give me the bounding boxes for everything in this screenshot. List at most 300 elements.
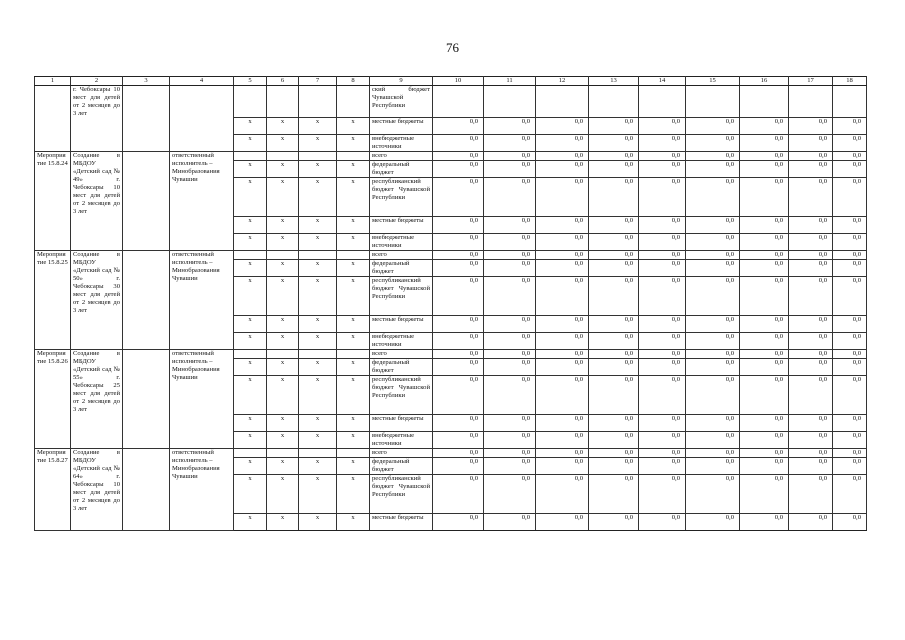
value-cell: 0,0 (686, 475, 740, 514)
value-cell: 0,0 (833, 359, 867, 376)
value-cell: 0,0 (686, 432, 740, 449)
value-cell: 0,0 (789, 475, 833, 514)
x-cell: x (234, 432, 267, 449)
x-cell: x (267, 118, 299, 135)
value-cell: 0,0 (740, 217, 789, 234)
value-cell: 0,0 (639, 449, 686, 458)
value-cell: 0,0 (536, 432, 589, 449)
budget-table (34, 76, 867, 531)
value-cell: 0,0 (639, 251, 686, 260)
value-cell: 0,0 (433, 376, 484, 415)
value-cell: 0,0 (433, 514, 484, 531)
value-cell: 0,0 (536, 152, 589, 161)
x-cell: x (234, 178, 267, 217)
value-cell: 0,0 (740, 135, 789, 152)
x-cell: x (337, 415, 370, 432)
value-cell: 0,0 (484, 449, 536, 458)
value-cell: 0,0 (433, 135, 484, 152)
column-header: 17 (789, 77, 833, 86)
x-cell: x (267, 178, 299, 217)
x-cell (337, 449, 370, 458)
value-cell: 0,0 (484, 118, 536, 135)
value-cell: 0,0 (639, 359, 686, 376)
value-cell: 0,0 (484, 316, 536, 333)
value-cell: 0,0 (740, 161, 789, 178)
value-cell: 0,0 (589, 277, 639, 316)
value-cell: 0,0 (639, 234, 686, 251)
x-cell: x (234, 260, 267, 277)
value-cell: 0,0 (589, 449, 639, 458)
funding-source-cell: республиканский бюджет Чувашской Республики (370, 277, 433, 316)
table-row (35, 350, 867, 359)
value-cell: 0,0 (789, 333, 833, 350)
value-cell: 0,0 (484, 514, 536, 531)
value-cell: 0,0 (686, 350, 740, 359)
value-cell: 0,0 (589, 161, 639, 178)
x-cell: x (299, 458, 337, 475)
value-cell: 0,0 (639, 316, 686, 333)
x-cell (337, 152, 370, 161)
value-cell: 0,0 (789, 415, 833, 432)
funding-source-cell: всего (370, 251, 433, 260)
x-cell (267, 449, 299, 458)
x-cell (299, 86, 337, 118)
value-cell: 0,0 (833, 350, 867, 359)
x-cell (299, 251, 337, 260)
x-cell: x (234, 514, 267, 531)
value-cell: 0,0 (639, 514, 686, 531)
value-cell: 0,0 (833, 260, 867, 277)
value-cell: 0,0 (589, 152, 639, 161)
x-cell (299, 449, 337, 458)
value-cell: 0,0 (589, 475, 639, 514)
x-cell: x (267, 333, 299, 350)
value-cell: 0,0 (433, 152, 484, 161)
value-cell: 0,0 (484, 178, 536, 217)
value-cell: 0,0 (536, 251, 589, 260)
value-cell: 0,0 (484, 251, 536, 260)
x-cell: x (267, 234, 299, 251)
x-cell (234, 449, 267, 458)
x-cell: x (299, 514, 337, 531)
value-cell: 0,0 (433, 458, 484, 475)
funding-source-cell: местные бюджеты (370, 217, 433, 234)
x-cell: x (234, 161, 267, 178)
value-cell: 0,0 (536, 376, 589, 415)
value-cell: 0,0 (789, 316, 833, 333)
column-header: 6 (267, 77, 299, 86)
value-cell: 0,0 (686, 260, 740, 277)
value-cell: 0,0 (589, 135, 639, 152)
value-cell: 0,0 (484, 458, 536, 475)
value-cell: 0,0 (789, 178, 833, 217)
value-cell: 0,0 (639, 432, 686, 449)
value-cell: 0,0 (639, 376, 686, 415)
value-cell: 0,0 (484, 415, 536, 432)
value-cell: 0,0 (639, 178, 686, 217)
x-cell: x (267, 217, 299, 234)
value-cell: 0,0 (639, 458, 686, 475)
value-cell: 0,0 (686, 376, 740, 415)
x-cell: x (267, 359, 299, 376)
value-cell: 0,0 (536, 217, 589, 234)
executor-cell: ответственный исполнитель – Минобразования Чувашии (170, 152, 234, 251)
value-cell: 0,0 (589, 333, 639, 350)
value-cell: 0,0 (433, 260, 484, 277)
value-cell: 0,0 (740, 449, 789, 458)
value-cell: 0,0 (536, 316, 589, 333)
column-header: 3 (123, 77, 170, 86)
measure-code-cell: Мероприятие 15.8.26 (35, 350, 71, 449)
x-cell (234, 350, 267, 359)
value-cell (589, 86, 639, 118)
value-cell: 0,0 (433, 234, 484, 251)
value-cell: 0,0 (639, 475, 686, 514)
funding-source-cell: всего (370, 152, 433, 161)
x-cell: x (234, 359, 267, 376)
x-cell: x (234, 135, 267, 152)
funding-source-cell: местные бюджеты (370, 118, 433, 135)
value-cell: 0,0 (433, 350, 484, 359)
x-cell: x (337, 458, 370, 475)
value-cell: 0,0 (686, 152, 740, 161)
table-row (35, 251, 867, 260)
measure-code-cell (35, 86, 71, 152)
value-cell: 0,0 (740, 376, 789, 415)
value-cell: 0,0 (589, 251, 639, 260)
funding-source-cell: республиканский бюджет Чувашской Республики (370, 376, 433, 415)
value-cell: 0,0 (740, 118, 789, 135)
value-cell (686, 86, 740, 118)
value-cell: 0,0 (484, 432, 536, 449)
empty-cell (123, 449, 170, 531)
column-header: 10 (433, 77, 484, 86)
x-cell: x (337, 475, 370, 514)
funding-source-cell: местные бюджеты (370, 514, 433, 531)
value-cell: 0,0 (789, 251, 833, 260)
x-cell (234, 152, 267, 161)
executor-cell (170, 86, 234, 152)
value-cell: 0,0 (484, 475, 536, 514)
column-header: 9 (370, 77, 433, 86)
column-header: 18 (833, 77, 867, 86)
x-cell: x (337, 118, 370, 135)
value-cell: 0,0 (589, 260, 639, 277)
value-cell: 0,0 (433, 359, 484, 376)
value-cell: 0,0 (433, 449, 484, 458)
executor-cell: ответственный исполнитель – Минобразования Чувашии (170, 350, 234, 449)
x-cell: x (299, 277, 337, 316)
value-cell: 0,0 (789, 359, 833, 376)
x-cell: x (337, 217, 370, 234)
value-cell: 0,0 (589, 316, 639, 333)
value-cell: 0,0 (639, 350, 686, 359)
x-cell: x (299, 260, 337, 277)
column-header: 12 (536, 77, 589, 86)
value-cell: 0,0 (740, 359, 789, 376)
column-header: 13 (589, 77, 639, 86)
value-cell: 0,0 (740, 333, 789, 350)
measure-name-cell: Создание в МБДОУ «Детский сад № 50» г. Чебоксары 30 мест для детей от 2 месяцев до 3 лет (71, 251, 123, 350)
funding-source-cell: внебюджетные источники (370, 135, 433, 152)
value-cell: 0,0 (433, 277, 484, 316)
value-cell: 0,0 (484, 333, 536, 350)
value-cell: 0,0 (639, 333, 686, 350)
column-header: 2 (71, 77, 123, 86)
column-header: 16 (740, 77, 789, 86)
value-cell: 0,0 (433, 432, 484, 449)
value-cell: 0,0 (589, 118, 639, 135)
value-cell: 0,0 (686, 458, 740, 475)
value-cell: 0,0 (833, 333, 867, 350)
value-cell (484, 86, 536, 118)
value-cell: 0,0 (686, 135, 740, 152)
value-cell: 0,0 (740, 251, 789, 260)
value-cell: 0,0 (433, 333, 484, 350)
value-cell: 0,0 (833, 161, 867, 178)
value-cell: 0,0 (536, 514, 589, 531)
value-cell: 0,0 (686, 251, 740, 260)
funding-source-cell: внебюджетные источники (370, 432, 433, 449)
column-header: 4 (170, 77, 234, 86)
funding-source-cell: местные бюджеты (370, 316, 433, 333)
value-cell: 0,0 (484, 135, 536, 152)
value-cell: 0,0 (789, 217, 833, 234)
x-cell: x (234, 415, 267, 432)
value-cell: 0,0 (740, 432, 789, 449)
x-cell: x (337, 376, 370, 415)
value-cell (789, 86, 833, 118)
value-cell: 0,0 (589, 234, 639, 251)
column-header: 7 (299, 77, 337, 86)
x-cell: x (234, 333, 267, 350)
value-cell: 0,0 (789, 234, 833, 251)
value-cell: 0,0 (433, 316, 484, 333)
value-cell: 0,0 (789, 260, 833, 277)
value-cell: 0,0 (833, 217, 867, 234)
value-cell: 0,0 (789, 376, 833, 415)
value-cell: 0,0 (484, 359, 536, 376)
column-header: 14 (639, 77, 686, 86)
value-cell: 0,0 (536, 178, 589, 217)
value-cell: 0,0 (536, 333, 589, 350)
measure-code-cell: Мероприятие 15.8.25 (35, 251, 71, 350)
value-cell: 0,0 (484, 277, 536, 316)
table-row (35, 449, 867, 458)
value-cell: 0,0 (484, 217, 536, 234)
value-cell: 0,0 (833, 432, 867, 449)
value-cell: 0,0 (740, 475, 789, 514)
value-cell: 0,0 (589, 359, 639, 376)
value-cell: 0,0 (536, 135, 589, 152)
x-cell: x (299, 135, 337, 152)
value-cell: 0,0 (484, 350, 536, 359)
value-cell: 0,0 (639, 277, 686, 316)
value-cell: 0,0 (833, 234, 867, 251)
value-cell: 0,0 (639, 152, 686, 161)
value-cell: 0,0 (536, 118, 589, 135)
value-cell: 0,0 (589, 514, 639, 531)
funding-source-cell: федеральный бюджет (370, 260, 433, 277)
funding-source-cell: местные бюджеты (370, 415, 433, 432)
value-cell: 0,0 (433, 118, 484, 135)
measure-name-cell: Создание в МБДОУ «Детский сад № 64» г. Чебоксары 10 мест для детей от 2 месяцев до 3 лет (71, 449, 123, 531)
value-cell: 0,0 (484, 376, 536, 415)
funding-source-cell: всего (370, 449, 433, 458)
value-cell: 0,0 (639, 415, 686, 432)
page-number: 76 (446, 40, 459, 55)
x-cell: x (267, 458, 299, 475)
x-cell (337, 86, 370, 118)
value-cell: 0,0 (484, 161, 536, 178)
x-cell: x (299, 217, 337, 234)
value-cell: 0,0 (484, 152, 536, 161)
value-cell: 0,0 (433, 178, 484, 217)
x-cell: x (337, 161, 370, 178)
x-cell: x (337, 277, 370, 316)
value-cell: 0,0 (740, 277, 789, 316)
value-cell: 0,0 (789, 432, 833, 449)
x-cell: x (234, 376, 267, 415)
value-cell: 0,0 (740, 260, 789, 277)
value-cell: 0,0 (536, 449, 589, 458)
value-cell: 0,0 (686, 316, 740, 333)
value-cell: 0,0 (639, 135, 686, 152)
x-cell (234, 251, 267, 260)
value-cell: 0,0 (536, 458, 589, 475)
x-cell: x (234, 316, 267, 333)
column-header: 11 (484, 77, 536, 86)
header-row (35, 77, 867, 86)
value-cell: 0,0 (686, 277, 740, 316)
funding-source-cell: ский бюджет Чувашской Республики (370, 86, 433, 118)
x-cell (337, 350, 370, 359)
x-cell (267, 152, 299, 161)
value-cell: 0,0 (639, 260, 686, 277)
funding-source-cell: федеральный бюджет (370, 458, 433, 475)
x-cell: x (234, 277, 267, 316)
value-cell: 0,0 (833, 514, 867, 531)
x-cell: x (234, 458, 267, 475)
x-cell: x (267, 161, 299, 178)
value-cell: 0,0 (686, 514, 740, 531)
value-cell: 0,0 (536, 260, 589, 277)
value-cell: 0,0 (484, 260, 536, 277)
column-header: 15 (686, 77, 740, 86)
funding-source-cell: республиканский бюджет Чувашской Республики (370, 475, 433, 514)
x-cell (267, 350, 299, 359)
table-row (35, 152, 867, 161)
value-cell: 0,0 (789, 135, 833, 152)
x-cell: x (267, 432, 299, 449)
value-cell: 0,0 (589, 376, 639, 415)
value-cell (740, 86, 789, 118)
funding-source-cell: федеральный бюджет (370, 161, 433, 178)
value-cell: 0,0 (589, 217, 639, 234)
value-cell: 0,0 (789, 152, 833, 161)
x-cell: x (337, 333, 370, 350)
x-cell: x (299, 475, 337, 514)
value-cell: 0,0 (740, 415, 789, 432)
table-row (35, 86, 867, 118)
measure-code-cell: Мероприятие 15.8.27 (35, 449, 71, 531)
value-cell: 0,0 (686, 333, 740, 350)
x-cell (299, 350, 337, 359)
x-cell: x (299, 178, 337, 217)
x-cell: x (234, 217, 267, 234)
x-cell: x (299, 161, 337, 178)
value-cell: 0,0 (833, 135, 867, 152)
value-cell: 0,0 (686, 118, 740, 135)
x-cell: x (267, 316, 299, 333)
x-cell: x (337, 234, 370, 251)
funding-source-cell: всего (370, 350, 433, 359)
value-cell: 0,0 (789, 118, 833, 135)
column-header: 5 (234, 77, 267, 86)
x-cell: x (299, 333, 337, 350)
measure-name-cell: г. Чебоксары 10 мест для детей от 2 месяцев до 3 лет (71, 86, 123, 152)
value-cell: 0,0 (833, 178, 867, 217)
value-cell: 0,0 (833, 376, 867, 415)
x-cell: x (299, 415, 337, 432)
value-cell: 0,0 (686, 234, 740, 251)
value-cell: 0,0 (433, 475, 484, 514)
executor-cell: ответственный исполнитель – Минобразования Чувашии (170, 251, 234, 350)
value-cell: 0,0 (433, 415, 484, 432)
empty-cell (123, 350, 170, 449)
value-cell: 0,0 (833, 152, 867, 161)
value-cell: 0,0 (536, 350, 589, 359)
x-cell: x (299, 432, 337, 449)
value-cell: 0,0 (639, 118, 686, 135)
value-cell: 0,0 (686, 161, 740, 178)
value-cell: 0,0 (833, 251, 867, 260)
x-cell (234, 86, 267, 118)
value-cell: 0,0 (589, 350, 639, 359)
value-cell: 0,0 (789, 350, 833, 359)
value-cell: 0,0 (639, 161, 686, 178)
funding-source-cell: республиканский бюджет Чувашской Республики (370, 178, 433, 217)
x-cell: x (337, 178, 370, 217)
value-cell: 0,0 (433, 251, 484, 260)
x-cell: x (337, 432, 370, 449)
value-cell: 0,0 (433, 161, 484, 178)
x-cell: x (337, 260, 370, 277)
value-cell: 0,0 (536, 234, 589, 251)
empty-cell (123, 251, 170, 350)
x-cell: x (267, 277, 299, 316)
column-header: 1 (35, 77, 71, 86)
value-cell: 0,0 (536, 415, 589, 432)
x-cell: x (267, 475, 299, 514)
value-cell: 0,0 (833, 316, 867, 333)
value-cell: 0,0 (589, 432, 639, 449)
value-cell: 0,0 (833, 277, 867, 316)
x-cell: x (267, 135, 299, 152)
x-cell: x (267, 415, 299, 432)
value-cell: 0,0 (433, 217, 484, 234)
x-cell (267, 86, 299, 118)
x-cell: x (337, 135, 370, 152)
value-cell: 0,0 (833, 458, 867, 475)
value-cell: 0,0 (833, 415, 867, 432)
value-cell: 0,0 (789, 458, 833, 475)
column-header: 8 (337, 77, 370, 86)
x-cell: x (299, 234, 337, 251)
x-cell: x (337, 514, 370, 531)
value-cell: 0,0 (740, 152, 789, 161)
value-cell: 0,0 (789, 277, 833, 316)
